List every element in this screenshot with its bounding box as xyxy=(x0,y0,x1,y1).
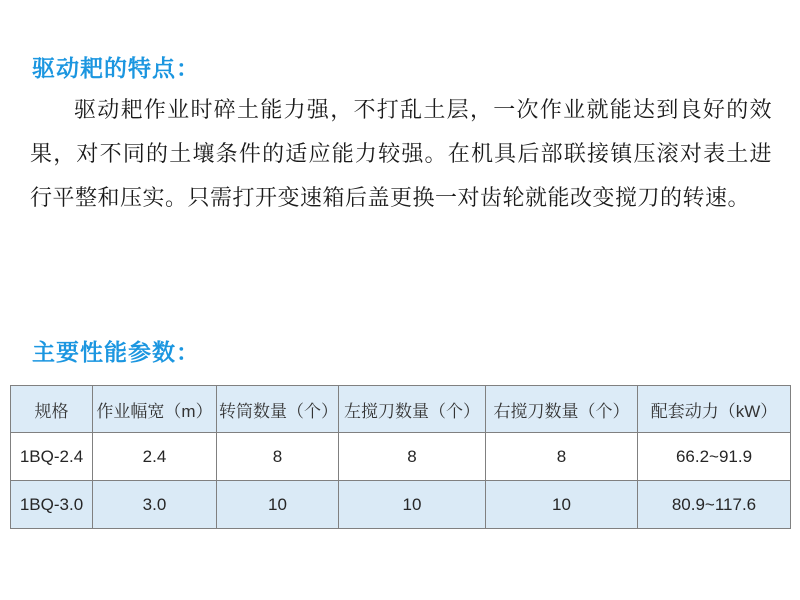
table-cell: 8 xyxy=(339,433,486,481)
table-cell: 1BQ-3.0 xyxy=(11,481,93,529)
table-cell: 10 xyxy=(217,481,339,529)
table-header-row xyxy=(11,386,791,433)
table-cell: 2.4 xyxy=(93,433,217,481)
table-header-cell: 配套动力（kW） xyxy=(638,386,791,433)
table-cell: 10 xyxy=(486,481,638,529)
table-cell: 10 xyxy=(339,481,486,529)
table-cell: 66.2~91.9 xyxy=(638,433,791,481)
features-paragraph: 驱动耙作业时碎土能力强，不打乱土层，一次作业就能达到良好的效果，对不同的土壤条件的适应能力较强。在机具后部联接镇压滚对表土进行平整和压实。只需打开变速箱后盖更换一对齿轮就能改变搅刀的转速。 xyxy=(30,97,772,210)
table-header-cell: 作业幅宽（m） xyxy=(93,386,217,433)
table-header-cell: 右搅刀数量（个） xyxy=(486,386,638,433)
table-cell: 80.9~117.6 xyxy=(638,481,791,529)
table-row xyxy=(11,481,791,529)
table-cell: 1BQ-2.4 xyxy=(11,433,93,481)
table-header-cell: 规格 xyxy=(11,386,93,433)
parameters-heading: 主要性能参数： xyxy=(32,339,200,365)
table-cell: 8 xyxy=(486,433,638,481)
table-header-cell: 转筒数量（个） xyxy=(217,386,339,433)
performance-parameters-table xyxy=(10,385,791,529)
table-cell: 3.0 xyxy=(93,481,217,529)
features-heading: 驱动耙的特点： xyxy=(32,55,200,81)
table-cell: 8 xyxy=(217,433,339,481)
table-row xyxy=(11,433,791,481)
table-header-cell: 左搅刀数量（个） xyxy=(339,386,486,433)
